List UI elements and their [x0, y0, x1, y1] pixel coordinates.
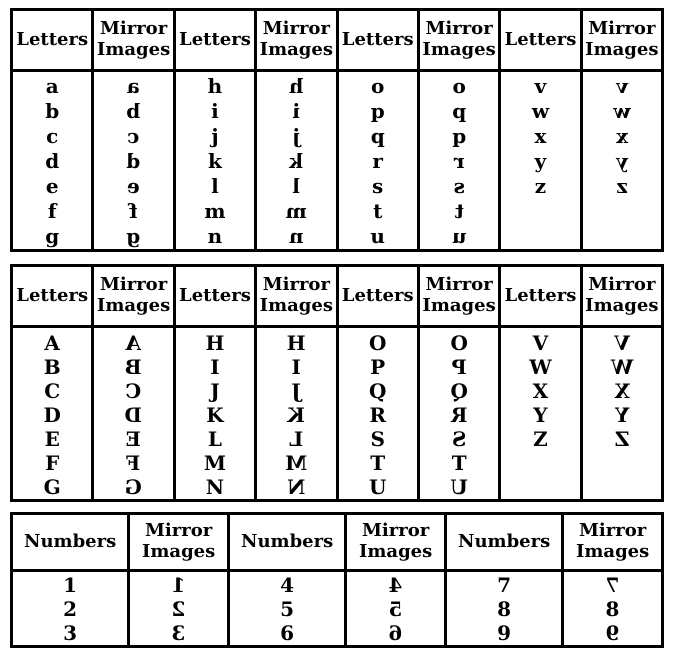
character-glyph: B: [43, 355, 61, 379]
character-glyph: X: [532, 379, 549, 403]
character-glyph: b: [45, 99, 60, 123]
character-glyph: 6: [280, 621, 295, 645]
mirror-image-glyph: 9: [605, 621, 620, 645]
character-glyph: 1: [63, 573, 78, 597]
character-glyph: t: [373, 199, 383, 223]
character-glyph: 4: [280, 573, 295, 597]
mirror-images-header-label: Mirror Images: [585, 18, 659, 60]
mirror-image-glyph: y: [616, 149, 628, 173]
mirror-image-glyph: k: [289, 149, 304, 173]
mirror-image-glyph: s: [453, 174, 465, 198]
character-glyph: C: [44, 379, 61, 403]
numbers-header-label: Numbers: [23, 530, 117, 552]
character-glyph: j: [211, 124, 219, 148]
character-glyph: 7: [497, 573, 512, 597]
mirror-images-column-header: [257, 11, 338, 69]
mirror-image-glyph: 1: [171, 573, 186, 597]
mirror-image-glyph: G: [125, 475, 143, 499]
mirror-images-column-header: [420, 267, 501, 325]
mirror-images-header-label: Mirror Images: [259, 18, 333, 60]
mirror-image-glyph: b: [126, 99, 141, 123]
mirror-image-glyph: T: [451, 451, 467, 475]
lowercase-header-row: [13, 11, 661, 72]
mirror-images-header-label: Mirror Images: [96, 18, 171, 60]
mirror-images-column-header: [420, 11, 501, 69]
lowercase-body-row: [13, 72, 661, 249]
mirror-images-header-label: Mirror Images: [96, 274, 171, 316]
mirror-image-glyph: r: [453, 149, 465, 173]
mirror-image-glyph: c: [127, 124, 140, 148]
mirror-image-glyph: J: [291, 379, 302, 403]
mirror-cell-V-Z: [583, 328, 661, 499]
character-glyph: d: [45, 149, 60, 173]
mirror-image-glyph: g: [126, 224, 141, 248]
character-glyph: O: [368, 331, 387, 355]
letters-header-label: Letters: [179, 284, 251, 306]
character-glyph: g: [45, 224, 60, 248]
character-glyph: Q: [368, 379, 387, 403]
mirror-image-glyph: R: [450, 403, 468, 427]
letters-header-label: Letters: [504, 28, 577, 50]
mirror-image-glyph: 7: [605, 573, 620, 597]
character-glyph: c: [46, 124, 59, 148]
mirror-cell-1-3: [130, 572, 230, 645]
mirror-cell-a-g: [94, 72, 175, 249]
mirror-image-glyph: D: [124, 403, 143, 427]
mirror-images-column-header: [564, 515, 661, 569]
character-glyph: I: [210, 355, 220, 379]
mirror-cell-H-N: [257, 328, 338, 499]
mirror-image-glyph: X: [614, 379, 630, 403]
character-glyph: w: [531, 99, 550, 123]
letters-cell-H-N: [176, 328, 257, 499]
numbers-cell-1-3: [13, 572, 130, 645]
character-glyph: D: [43, 403, 61, 427]
letters-cell-v-z: [501, 72, 582, 249]
mirror-image-glyph: Y: [614, 403, 629, 427]
letters-column-header: [339, 267, 420, 325]
mirror-image-glyph: V: [614, 331, 630, 355]
character-glyph: p: [370, 99, 385, 123]
character-glyph: x: [534, 124, 547, 148]
character-glyph: J: [210, 379, 220, 403]
character-glyph: s: [372, 174, 384, 198]
letters-column-header: [339, 11, 420, 69]
character-glyph: S: [370, 427, 385, 451]
numbers-column-header: [447, 515, 564, 569]
character-glyph: L: [207, 427, 222, 451]
character-glyph: 2: [63, 597, 78, 621]
mirror-image-glyph: t: [454, 199, 464, 223]
mirror-image-glyph: 3: [171, 621, 186, 645]
letters-cell-V-Z: [501, 328, 582, 499]
mirror-image-glyph: U: [450, 475, 468, 499]
character-glyph: Y: [533, 403, 548, 427]
mirror-images-column-header: [257, 267, 338, 325]
numbers-body-row: [13, 572, 661, 645]
mirror-image-glyph: 6: [388, 621, 403, 645]
mirror-image-glyph: W: [610, 355, 634, 379]
numbers-cell-7-9: [447, 572, 564, 645]
mirror-image-glyph: 8: [605, 597, 620, 621]
uppercase-body-row: [13, 328, 661, 499]
mirror-images-header-label: Mirror Images: [585, 274, 659, 316]
mirror-cell-v-z: [583, 72, 661, 249]
character-glyph: H: [205, 331, 225, 355]
mirror-image-glyph: E: [125, 427, 142, 451]
letters-header-label: Letters: [341, 28, 414, 50]
character-glyph: P: [370, 355, 386, 379]
mirror-images-column-header: [130, 515, 230, 569]
mirror-image-glyph: N: [287, 475, 306, 499]
character-glyph: M: [203, 451, 226, 475]
character-glyph: V: [532, 331, 549, 355]
mirror-images-header-label: Mirror Images: [358, 520, 433, 562]
character-glyph: F: [45, 451, 60, 475]
mirror-image-glyph: n: [289, 224, 304, 248]
numbers-header-label: Numbers: [240, 530, 334, 552]
mirror-image-glyph: j: [292, 124, 300, 148]
mirror-image-glyph: m: [285, 199, 307, 223]
mirror-image-glyph: i: [292, 99, 301, 123]
mirror-image-glyph: H: [286, 331, 306, 355]
mirror-image-glyph: q: [452, 124, 467, 148]
mirror-image-glyph: I: [291, 355, 301, 379]
character-glyph: 9: [497, 621, 512, 645]
mirror-image-glyph: d: [126, 149, 141, 173]
mirror-image-glyph: e: [127, 174, 140, 198]
mirror-image-glyph: p: [452, 99, 467, 123]
mirror-cell-o-u: [420, 72, 501, 249]
uppercase-header-row: [13, 267, 661, 328]
character-glyph: y: [534, 149, 547, 173]
mirror-image-glyph: B: [125, 355, 143, 379]
character-glyph: N: [205, 475, 225, 499]
letters-header-label: Letters: [16, 28, 89, 50]
mirror-image-glyph: O: [450, 331, 468, 355]
mirror-image-glyph: F: [126, 451, 141, 475]
mirror-image-glyph: o: [452, 74, 466, 98]
mirror-image-glyph: A: [125, 331, 142, 355]
character-glyph: 8: [497, 597, 512, 621]
mirror-image-glyph: K: [287, 403, 306, 427]
mirror-image-glyph: 4: [388, 573, 403, 597]
character-glyph: a: [45, 74, 59, 98]
letters-cell-O-U: [339, 328, 420, 499]
mirror-image-glyph: l: [292, 174, 301, 198]
mirror-images-column-header: [583, 11, 661, 69]
character-glyph: r: [372, 149, 383, 173]
letters-header-label: Letters: [341, 284, 414, 306]
mirror-cell-7-9: [564, 572, 661, 645]
letters-header-label: Letters: [16, 284, 89, 306]
mirror-image-glyph: 2: [171, 597, 186, 621]
character-glyph: k: [208, 149, 222, 173]
letters-cell-a-g: [13, 72, 94, 249]
numbers-header-label: Numbers: [457, 530, 551, 552]
character-glyph: h: [207, 74, 223, 98]
mirror-images-column-header: [94, 267, 175, 325]
character-glyph: v: [534, 74, 547, 98]
mirror-image-glyph: u: [451, 224, 467, 248]
character-glyph: u: [370, 224, 385, 248]
character-glyph: R: [369, 403, 386, 427]
letters-column-header: [501, 267, 582, 325]
mirror-cell-4-6: [347, 572, 447, 645]
mirror-cell-A-G: [94, 328, 175, 499]
mirror-image-glyph: Z: [614, 427, 630, 451]
mirror-image-glyph: 5: [388, 597, 403, 621]
letters-column-header: [176, 267, 257, 325]
mirror-image-glyph: z: [616, 174, 628, 198]
character-glyph: e: [45, 174, 59, 198]
mirror-image-glyph: w: [613, 99, 631, 123]
mirror-image-glyph: f: [129, 199, 138, 223]
mirror-images-column-header: [94, 11, 175, 69]
mirror-image-glyph: a: [127, 74, 141, 98]
character-glyph: Z: [533, 427, 548, 451]
mirror-images-header-label: Mirror Images: [141, 520, 216, 562]
numbers-header-row: [13, 515, 661, 572]
character-glyph: U: [368, 475, 387, 499]
letters-header-label: Letters: [504, 284, 577, 306]
character-glyph: l: [211, 174, 219, 198]
character-glyph: W: [529, 355, 552, 379]
character-glyph: m: [204, 199, 226, 223]
letters-header-label: Letters: [179, 28, 251, 50]
character-glyph: K: [206, 403, 224, 427]
numbers-column-header: [230, 515, 347, 569]
letters-cell-o-u: [339, 72, 420, 249]
letters-column-header: [501, 11, 582, 69]
mirror-images-column-header: [347, 515, 447, 569]
mirror-images-header-label: Mirror Images: [259, 274, 333, 316]
character-glyph: i: [211, 99, 219, 123]
character-glyph: E: [44, 427, 60, 451]
letters-column-header: [13, 11, 94, 69]
letters-column-header: [13, 267, 94, 325]
numbers-cell-4-6: [230, 572, 347, 645]
mirror-images-header-label: Mirror Images: [422, 274, 496, 316]
character-glyph: n: [207, 224, 223, 248]
mirror-image-glyph: M: [285, 451, 308, 475]
mirror-image-glyph: L: [289, 427, 304, 451]
mirror-cell-O-U: [420, 328, 501, 499]
character-glyph: q: [370, 124, 385, 148]
mirror-image-glyph: h: [289, 74, 304, 98]
mirror-images-column-header: [583, 267, 661, 325]
mirror-cell-h-n: [257, 72, 338, 249]
mirror-image-glyph: v: [616, 74, 628, 98]
letters-cell-h-n: [176, 72, 257, 249]
mirror-image-glyph: P: [451, 355, 467, 379]
mirror-image-glyph: S: [451, 427, 467, 451]
mirror-image-glyph: Q: [450, 379, 468, 403]
letters-cell-A-G: [13, 328, 94, 499]
numbers-column-header: [13, 515, 130, 569]
mirror-images-header-label: Mirror Images: [422, 18, 496, 60]
letters-column-header: [176, 11, 257, 69]
uppercase-letters-table: [10, 264, 664, 502]
character-glyph: A: [44, 331, 60, 355]
mirror-images-header-label: Mirror Images: [575, 520, 650, 562]
character-glyph: 5: [280, 597, 295, 621]
mirror-image-glyph: C: [125, 379, 142, 403]
character-glyph: T: [370, 451, 386, 475]
numbers-table: [10, 512, 664, 648]
character-glyph: z: [534, 174, 547, 198]
character-glyph: o: [371, 74, 385, 98]
mirror-image-glyph: x: [615, 124, 628, 148]
lowercase-letters-table: [10, 8, 664, 252]
character-glyph: 3: [63, 621, 78, 645]
character-glyph: f: [47, 199, 57, 223]
character-glyph: G: [43, 475, 61, 499]
